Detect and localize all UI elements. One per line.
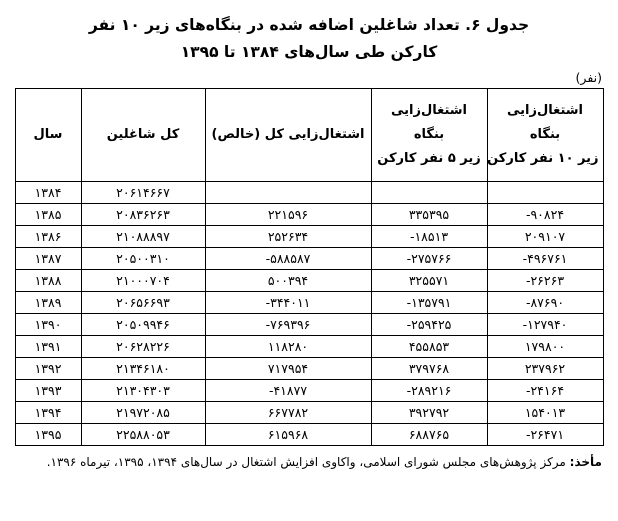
cell-year: ۱۳۹۰ [15, 314, 81, 336]
source-note [14, 453, 604, 472]
cell-total: ۲۰۵۰۰۳۱۰ [81, 248, 205, 270]
cell-under10: ۴۹۶۷۶۱- [487, 248, 603, 270]
table-row [15, 182, 603, 204]
cell-under10: ۸۷۶۹۰- [487, 292, 603, 314]
cell-total: ۲۱۹۷۲۰۸۵ [81, 402, 205, 424]
cell-year: ۱۳۸۹ [15, 292, 81, 314]
page-title-line-1: جدول ۶. تعداد شاغلین اضافه شده در بنگاه‌های زیر ۱۰ نفر [88, 16, 530, 34]
cell-under5: ۱۳۵۷۹۱- [371, 292, 487, 314]
column-header-under10-line-1: اشتغال‌زایی [506, 103, 584, 119]
cell-under5: ۳۹۲۷۹۲ [371, 402, 487, 424]
unit-label: (نفر) [575, 70, 602, 86]
column-header-under5-line-3: زیر ۵ نفر کارکن [377, 151, 481, 167]
cell-year: ۱۳۹۵ [15, 424, 81, 446]
cell-year: ۱۳۹۱ [15, 336, 81, 358]
cell-net: ۳۴۴۰۱۱- [205, 292, 371, 314]
cell-under10: ۹۰۸۲۴- [487, 204, 603, 226]
table-header-row [15, 89, 603, 182]
cell-under10: ۲۳۷۹۶۲ [487, 358, 603, 380]
cell-under10: ۲۴۱۶۴- [487, 380, 603, 402]
table-row [15, 204, 603, 226]
cell-total: ۲۱۳۰۴۳۰۳ [81, 380, 205, 402]
cell-under5: ۱۸۵۱۳- [371, 226, 487, 248]
cell-under10: ۱۷۹۸۰۰ [487, 336, 603, 358]
employment-table [15, 88, 604, 446]
column-header-total-line-1: کل شاغلین [106, 127, 180, 143]
cell-under10: ۱۵۴۰۱۳ [487, 402, 603, 424]
cell-year: ۱۳۹۲ [15, 358, 81, 380]
cell-total: ۲۰۶۵۶۶۹۳ [81, 292, 205, 314]
cell-net: ۷۱۷۹۵۴ [205, 358, 371, 380]
table-row [15, 336, 603, 358]
table-row [15, 226, 603, 248]
cell-net: ۶۱۵۹۶۸ [205, 424, 371, 446]
cell-total: ۲۱۳۴۶۱۸۰ [81, 358, 205, 380]
cell-under5: ۳۷۹۷۶۸ [371, 358, 487, 380]
cell-under5: ۳۲۵۵۷۱ [371, 270, 487, 292]
cell-year: ۱۳۸۴ [15, 182, 81, 204]
cell-under5: ۲۸۹۲۱۶- [371, 380, 487, 402]
source-text: مرکز پژوهش‌های مجلس شورای اسلامی، واکاوی افزایش اشتغال در سال‌های ۱۳۹۴، ۱۳۹۵، تیرماه ۱۳۹۶. [46, 455, 566, 470]
cell-year: ۱۳۸۷ [15, 248, 81, 270]
cell-under5: ۶۸۸۷۶۵ [371, 424, 487, 446]
cell-under10: ۱۲۷۹۴۰- [487, 314, 603, 336]
cell-year: ۱۳۸۵ [15, 204, 81, 226]
cell-total: ۲۰۸۳۶۲۶۳ [81, 204, 205, 226]
cell-net: ۷۶۹۳۹۶- [205, 314, 371, 336]
column-header-under5-line-2: بنگاه [413, 127, 445, 143]
cell-total: ۲۱۰۸۸۸۹۷ [81, 226, 205, 248]
column-header-year [15, 89, 81, 182]
column-header-under10 [487, 89, 603, 182]
cell-under5: ۳۳۵۳۹۵ [371, 204, 487, 226]
cell-under5 [371, 182, 487, 204]
cell-total: ۲۰۶۲۸۲۲۶ [81, 336, 205, 358]
source-label: مأخذ: [569, 455, 602, 470]
table-body [15, 182, 603, 446]
cell-total: ۲۰۶۱۴۶۶۷ [81, 182, 205, 204]
table-row [15, 270, 603, 292]
table-row [15, 314, 603, 336]
cell-under10: ۲۶۲۶۳- [487, 270, 603, 292]
column-header-year-line-1: سال [33, 127, 63, 143]
cell-total: ۲۲۵۸۸۰۵۳ [81, 424, 205, 446]
cell-net: ۶۶۷۷۸۲ [205, 402, 371, 424]
cell-net: ۲۵۲۶۳۴ [205, 226, 371, 248]
cell-net: ۲۲۱۵۹۶ [205, 204, 371, 226]
table-row [15, 402, 603, 424]
cell-total: ۲۱۰۰۰۷۰۴ [81, 270, 205, 292]
cell-under10: ۲۶۴۷۱- [487, 424, 603, 446]
column-header-net [205, 89, 371, 182]
column-header-under5 [371, 89, 487, 182]
cell-total: ۲۰۵۰۹۹۴۶ [81, 314, 205, 336]
cell-year: ۱۳۹۳ [15, 380, 81, 402]
cell-year: ۱۳۹۴ [15, 402, 81, 424]
cell-year: ۱۳۸۸ [15, 270, 81, 292]
cell-under5: ۴۵۵۸۵۳ [371, 336, 487, 358]
page-title-line-2: کارکن طی سال‌های ۱۳۸۴ تا ۱۳۹۵ [180, 43, 438, 62]
cell-net: ۱۱۸۲۸۰ [205, 336, 371, 358]
table-row [15, 248, 603, 270]
table-row [15, 292, 603, 314]
cell-under10 [487, 182, 603, 204]
column-header-under10-line-3: زیر ۱۰ نفر کارکن [487, 151, 599, 167]
cell-year: ۱۳۸۶ [15, 226, 81, 248]
cell-net [205, 182, 371, 204]
column-header-under5-line-1: اشتغال‌زایی [390, 103, 468, 119]
cell-under10: ۲۰۹۱۰۷ [487, 226, 603, 248]
column-header-under10-line-2: بنگاه [529, 127, 561, 143]
table-row [15, 358, 603, 380]
cell-under5: ۲۵۹۴۲۵- [371, 314, 487, 336]
cell-net: ۵۸۸۵۸۷- [205, 248, 371, 270]
cell-net: ۵۰۰۳۹۴ [205, 270, 371, 292]
cell-under5: ۲۷۵۷۶۶- [371, 248, 487, 270]
column-header-net-line-1: اشتغال‌زایی کل (خالص) [211, 127, 365, 143]
table-row [15, 380, 603, 402]
column-header-total [81, 89, 205, 182]
cell-net: ۴۱۸۷۷- [205, 380, 371, 402]
page-title [14, 12, 604, 66]
unit-row [14, 70, 604, 86]
table-row [15, 424, 603, 446]
table-header [15, 89, 603, 182]
